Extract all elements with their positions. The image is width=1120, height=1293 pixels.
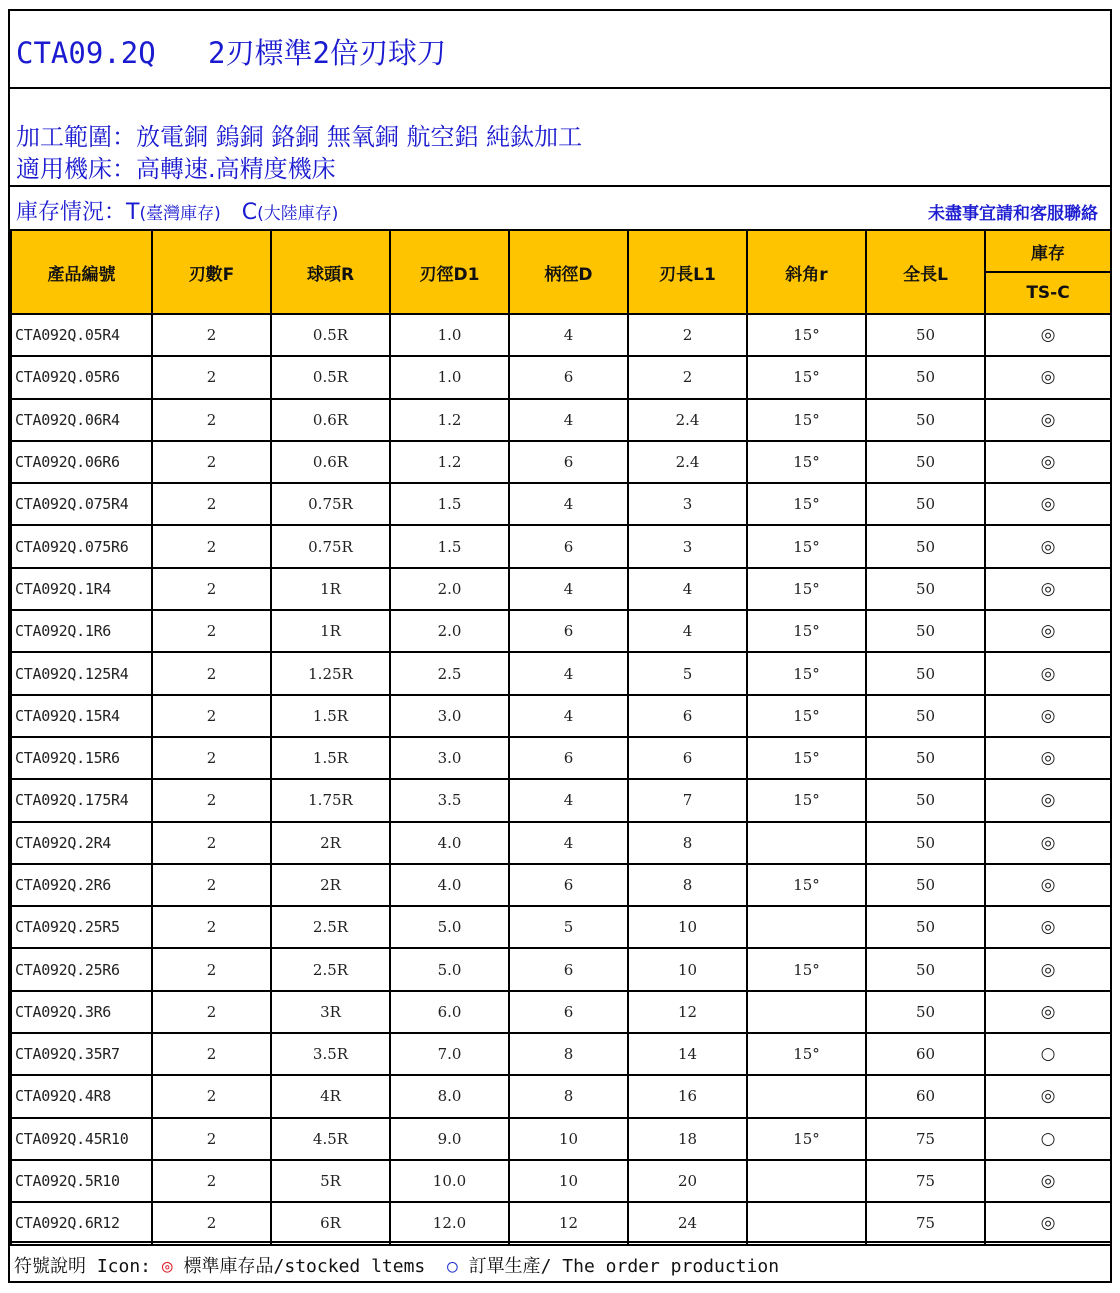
- cell-shank-diameter: 6: [509, 525, 628, 567]
- cell-flutes: 2: [152, 483, 271, 525]
- table-row: [11, 399, 1111, 441]
- cell-overall-length: 50: [866, 483, 985, 525]
- cell-overall-length: 75: [866, 1202, 985, 1244]
- cell-angle: 15°: [747, 483, 866, 525]
- table-row: [11, 483, 1111, 525]
- cell-overall-length: 50: [866, 948, 985, 990]
- cell-ball-radius: 4R: [271, 1075, 390, 1117]
- cell-flute-length: 8: [628, 822, 747, 864]
- cell-flutes: 2: [152, 1033, 271, 1075]
- cell-angle: 15°: [747, 737, 866, 779]
- cell-flute-length: 14: [628, 1033, 747, 1075]
- cell-overall-length: 50: [866, 441, 985, 483]
- legend-order-text: 訂單生產/ The order production: [457, 1256, 780, 1277]
- table-row: [11, 568, 1111, 610]
- cell-code: CTA092Q.15R6: [11, 737, 152, 779]
- stock-mark-icon: ○: [985, 1033, 1111, 1075]
- cell-cutting-diameter: 1.0: [390, 356, 509, 398]
- cell-cutting-diameter: 9.0: [390, 1118, 509, 1160]
- cell-cutting-diameter: 8.0: [390, 1075, 509, 1117]
- cell-flute-length: 16: [628, 1075, 747, 1117]
- header-overall-length: 全長L: [866, 230, 985, 314]
- cell-flutes: 2: [152, 525, 271, 567]
- cell-cutting-diameter: 4.0: [390, 864, 509, 906]
- cell-ball-radius: 1.5R: [271, 737, 390, 779]
- cell-cutting-diameter: 3.0: [390, 737, 509, 779]
- cell-cutting-diameter: 2.0: [390, 610, 509, 652]
- stock-mark-icon: ◎: [985, 399, 1111, 441]
- header-cutting-diameter: 刃徑D1: [390, 230, 509, 314]
- stock-c-code: C: [241, 200, 258, 225]
- cell-code: CTA092Q.2R4: [11, 822, 152, 864]
- cell-overall-length: 50: [866, 399, 985, 441]
- cell-shank-diameter: 4: [509, 568, 628, 610]
- stock-mark-icon: ◎: [985, 906, 1111, 948]
- cell-ball-radius: 2R: [271, 822, 390, 864]
- cell-code: CTA092Q.15R4: [11, 695, 152, 737]
- stock-status-row: [10, 187, 1110, 229]
- cell-shank-diameter: 8: [509, 1033, 628, 1075]
- cell-overall-length: 50: [866, 822, 985, 864]
- cell-overall-length: 50: [866, 314, 985, 356]
- cell-overall-length: 60: [866, 1075, 985, 1117]
- table-row: [11, 737, 1111, 779]
- stock-mark-icon: ◎: [985, 695, 1111, 737]
- stock-mark-icon: ◎: [985, 314, 1111, 356]
- stock-t-code: T: [126, 200, 140, 225]
- cell-ball-radius: 6R: [271, 1202, 390, 1244]
- legend-stocked-text: 標準庫存品/stocked ltems: [172, 1256, 447, 1277]
- table-row: [11, 779, 1111, 821]
- cell-code: CTA092Q.1R6: [11, 610, 152, 652]
- cell-ball-radius: 0.6R: [271, 399, 390, 441]
- cell-angle: [747, 1202, 866, 1244]
- cell-flutes: 2: [152, 695, 271, 737]
- cell-flute-length: 6: [628, 737, 747, 779]
- stock-c-label: (大陸庫存): [257, 204, 339, 224]
- stock-mark-icon: ◎: [985, 568, 1111, 610]
- cell-overall-length: 75: [866, 1118, 985, 1160]
- stock-status-label: 庫存情況：: [16, 200, 127, 225]
- table-row: [11, 695, 1111, 737]
- stock-mark-icon: ◎: [985, 822, 1111, 864]
- cell-overall-length: 50: [866, 737, 985, 779]
- cell-shank-diameter: 10: [509, 1118, 628, 1160]
- cell-flute-length: 10: [628, 906, 747, 948]
- cell-flute-length: 2.4: [628, 399, 747, 441]
- legend-prefix: 符號說明 Icon:: [14, 1256, 162, 1277]
- cell-flute-length: 3: [628, 525, 747, 567]
- cell-overall-length: 50: [866, 525, 985, 567]
- cell-ball-radius: 1.75R: [271, 779, 390, 821]
- cell-cutting-diameter: 4.0: [390, 822, 509, 864]
- cell-angle: 15°: [747, 695, 866, 737]
- cell-overall-length: 50: [866, 568, 985, 610]
- cell-code: CTA092Q.175R4: [11, 779, 152, 821]
- stock-mark-icon: ◎: [985, 1160, 1111, 1202]
- cell-code: CTA092Q.075R6: [11, 525, 152, 567]
- cell-flutes: 2: [152, 864, 271, 906]
- cell-cutting-diameter: 2.5: [390, 652, 509, 694]
- cell-ball-radius: 0.5R: [271, 314, 390, 356]
- header-stock-sub: TS-C: [985, 272, 1111, 314]
- cell-angle: 15°: [747, 568, 866, 610]
- cell-code: CTA092Q.06R4: [11, 399, 152, 441]
- cell-shank-diameter: 10: [509, 1160, 628, 1202]
- table-row: [11, 525, 1111, 567]
- cell-code: CTA092Q.06R6: [11, 441, 152, 483]
- legend-row: [10, 1241, 1110, 1281]
- cell-angle: 15°: [747, 356, 866, 398]
- cell-code: CTA092Q.25R5: [11, 906, 152, 948]
- cell-overall-length: 60: [866, 1033, 985, 1075]
- cell-shank-diameter: 6: [509, 991, 628, 1033]
- cell-flutes: 2: [152, 906, 271, 948]
- cell-shank-diameter: 4: [509, 652, 628, 694]
- contact-note: 未盡事宜請和客服聯絡: [928, 204, 1098, 224]
- cell-angle: [747, 1075, 866, 1117]
- legend: [14, 1252, 779, 1278]
- product-sheet: [8, 9, 1112, 1283]
- cell-flute-length: 2: [628, 314, 747, 356]
- cell-cutting-diameter: 1.5: [390, 483, 509, 525]
- cell-cutting-diameter: 3.5: [390, 779, 509, 821]
- table-body: [11, 314, 1111, 1245]
- cell-flutes: 2: [152, 779, 271, 821]
- cell-shank-diameter: 12: [509, 1202, 628, 1244]
- cell-flutes: 2: [152, 568, 271, 610]
- table-row: [11, 652, 1111, 694]
- stock-mark-icon: ◎: [985, 1202, 1111, 1244]
- cell-cutting-diameter: 5.0: [390, 948, 509, 990]
- cell-flutes: 2: [152, 314, 271, 356]
- cell-flute-length: 6: [628, 695, 747, 737]
- cell-angle: 15°: [747, 610, 866, 652]
- table-header-row: [11, 230, 1111, 272]
- cell-flute-length: 5: [628, 652, 747, 694]
- cell-ball-radius: 2R: [271, 864, 390, 906]
- cell-flute-length: 8: [628, 864, 747, 906]
- cell-shank-diameter: 4: [509, 314, 628, 356]
- cell-angle: 15°: [747, 525, 866, 567]
- stock-mark-icon: ◎: [985, 610, 1111, 652]
- stock-mark-icon: ○: [985, 1118, 1111, 1160]
- cell-code: CTA092Q.4R8: [11, 1075, 152, 1117]
- cell-flute-length: 10: [628, 948, 747, 990]
- cell-ball-radius: 3.5R: [271, 1033, 390, 1075]
- header-code: 產品編號: [11, 230, 152, 314]
- cell-shank-diameter: 8: [509, 1075, 628, 1117]
- stock-mark-icon: ◎: [985, 1075, 1111, 1117]
- cell-flutes: 2: [152, 441, 271, 483]
- header-ball-radius: 球頭R: [271, 230, 390, 314]
- cell-flutes: 2: [152, 1202, 271, 1244]
- cell-code: CTA092Q.5R10: [11, 1160, 152, 1202]
- cell-flutes: 2: [152, 399, 271, 441]
- cell-overall-length: 50: [866, 652, 985, 694]
- header-angle: 斜角r: [747, 230, 866, 314]
- cell-code: CTA092Q.2R6: [11, 864, 152, 906]
- cell-ball-radius: 0.5R: [271, 356, 390, 398]
- cell-shank-diameter: 4: [509, 779, 628, 821]
- cell-cutting-diameter: 6.0: [390, 991, 509, 1033]
- cell-ball-radius: 1R: [271, 568, 390, 610]
- cell-angle: [747, 822, 866, 864]
- cell-shank-diameter: 6: [509, 737, 628, 779]
- cell-shank-diameter: 4: [509, 399, 628, 441]
- cell-overall-length: 50: [866, 695, 985, 737]
- cell-angle: 15°: [747, 314, 866, 356]
- cell-ball-radius: 2.5R: [271, 948, 390, 990]
- cell-angle: 15°: [747, 1118, 866, 1160]
- cell-flutes: 2: [152, 1160, 271, 1202]
- stock-mark-icon: ◎: [985, 991, 1111, 1033]
- cell-overall-length: 50: [866, 991, 985, 1033]
- cell-ball-radius: 1.5R: [271, 695, 390, 737]
- cell-ball-radius: 0.6R: [271, 441, 390, 483]
- stock-mark-icon: ◎: [985, 948, 1111, 990]
- cell-flutes: 2: [152, 948, 271, 990]
- cell-flutes: 2: [152, 1075, 271, 1117]
- cell-cutting-diameter: 2.0: [390, 568, 509, 610]
- table-row: [11, 991, 1111, 1033]
- cell-flute-length: 24: [628, 1202, 747, 1244]
- table-row: [11, 906, 1111, 948]
- cell-code: CTA092Q.35R7: [11, 1033, 152, 1075]
- cell-shank-diameter: 6: [509, 864, 628, 906]
- table-row: [11, 1118, 1111, 1160]
- cell-angle: 15°: [747, 652, 866, 694]
- cell-shank-diameter: 6: [509, 441, 628, 483]
- cell-overall-length: 50: [866, 906, 985, 948]
- cell-shank-diameter: 6: [509, 948, 628, 990]
- cell-shank-diameter: 4: [509, 822, 628, 864]
- cell-cutting-diameter: 10.0: [390, 1160, 509, 1202]
- cell-ball-radius: 0.75R: [271, 525, 390, 567]
- cell-ball-radius: 1R: [271, 610, 390, 652]
- stock-t-label: (臺灣庫存): [139, 204, 221, 224]
- cell-flute-length: 18: [628, 1118, 747, 1160]
- cell-overall-length: 50: [866, 779, 985, 821]
- cell-angle: [747, 1160, 866, 1202]
- cell-angle: 15°: [747, 441, 866, 483]
- cell-flutes: 2: [152, 822, 271, 864]
- cell-code: CTA092Q.075R4: [11, 483, 152, 525]
- cell-code: CTA092Q.05R6: [11, 356, 152, 398]
- cell-overall-length: 50: [866, 356, 985, 398]
- header-flute-length: 刃長L1: [628, 230, 747, 314]
- cell-flutes: 2: [152, 356, 271, 398]
- stock-status: [16, 195, 338, 226]
- cell-angle: 15°: [747, 399, 866, 441]
- table-row: [11, 1033, 1111, 1075]
- stock-mark-icon: ◎: [985, 779, 1111, 821]
- cell-flutes: 2: [152, 1118, 271, 1160]
- cell-shank-diameter: 4: [509, 483, 628, 525]
- stock-mark-icon: ◎: [985, 441, 1111, 483]
- cell-cutting-diameter: 3.0: [390, 695, 509, 737]
- title-bar: [10, 11, 1110, 89]
- table-row: [11, 864, 1111, 906]
- cell-overall-length: 50: [866, 864, 985, 906]
- product-table: [10, 229, 1112, 1246]
- cell-flutes: 2: [152, 610, 271, 652]
- table-row: [11, 1202, 1111, 1244]
- cell-flute-length: 4: [628, 610, 747, 652]
- cell-flute-length: 4: [628, 568, 747, 610]
- cell-cutting-diameter: 1.2: [390, 399, 509, 441]
- cell-ball-radius: 4.5R: [271, 1118, 390, 1160]
- cell-code: CTA092Q.45R10: [11, 1118, 152, 1160]
- cell-flutes: 2: [152, 737, 271, 779]
- cell-shank-diameter: 4: [509, 695, 628, 737]
- cell-code: CTA092Q.1R4: [11, 568, 152, 610]
- cell-code: CTA092Q.05R4: [11, 314, 152, 356]
- table-row: [11, 1075, 1111, 1117]
- table-row: [11, 441, 1111, 483]
- cell-angle: 15°: [747, 1033, 866, 1075]
- cell-angle: 15°: [747, 948, 866, 990]
- header-stock: 庫存: [985, 230, 1111, 272]
- header-shank-diameter: 柄徑D: [509, 230, 628, 314]
- cell-angle: 15°: [747, 864, 866, 906]
- cell-ball-radius: 0.75R: [271, 483, 390, 525]
- applicable-machines: 適用機床：高轉速.高精度機床: [16, 155, 336, 183]
- cell-flutes: 2: [152, 652, 271, 694]
- cell-flute-length: 7: [628, 779, 747, 821]
- cell-ball-radius: 3R: [271, 991, 390, 1033]
- stock-mark-icon: ◎: [985, 525, 1111, 567]
- cell-flute-length: 2: [628, 356, 747, 398]
- info-block: [10, 89, 1110, 187]
- cell-shank-diameter: 6: [509, 610, 628, 652]
- stock-mark-icon: ◎: [985, 737, 1111, 779]
- cell-flute-length: 2.4: [628, 441, 747, 483]
- cell-overall-length: 50: [866, 610, 985, 652]
- table-row: [11, 822, 1111, 864]
- stock-mark-icon: ◎: [985, 483, 1111, 525]
- cell-flute-length: 3: [628, 483, 747, 525]
- table-row: [11, 314, 1111, 356]
- cell-code: CTA092Q.125R4: [11, 652, 152, 694]
- stock-mark-icon: ◎: [985, 356, 1111, 398]
- cell-code: CTA092Q.3R6: [11, 991, 152, 1033]
- cell-cutting-diameter: 1.5: [390, 525, 509, 567]
- machining-range: 加工範圍：放電銅 鎢銅 鉻銅 無氧銅 航空鋁 純鈦加工: [16, 123, 583, 151]
- cell-cutting-diameter: 12.0: [390, 1202, 509, 1244]
- cell-cutting-diameter: 1.2: [390, 441, 509, 483]
- header-flutes: 刃數F: [152, 230, 271, 314]
- cell-code: CTA092Q.6R12: [11, 1202, 152, 1244]
- order-symbol-icon: ○: [446, 1256, 458, 1277]
- cell-ball-radius: 1.25R: [271, 652, 390, 694]
- cell-flute-length: 12: [628, 991, 747, 1033]
- stocked-symbol-icon: ◎: [161, 1256, 173, 1277]
- cell-cutting-diameter: 1.0: [390, 314, 509, 356]
- page-title: CTA09.2Q 2刃標準2倍刃球刀: [16, 36, 446, 70]
- cell-shank-diameter: 6: [509, 356, 628, 398]
- cell-shank-diameter: 5: [509, 906, 628, 948]
- table-row: [11, 610, 1111, 652]
- cell-ball-radius: 2.5R: [271, 906, 390, 948]
- cell-angle: [747, 991, 866, 1033]
- cell-cutting-diameter: 7.0: [390, 1033, 509, 1075]
- cell-overall-length: 75: [866, 1160, 985, 1202]
- cell-flute-length: 20: [628, 1160, 747, 1202]
- stock-mark-icon: ◎: [985, 864, 1111, 906]
- stock-mark-icon: ◎: [985, 652, 1111, 694]
- table-row: [11, 1160, 1111, 1202]
- cell-cutting-diameter: 5.0: [390, 906, 509, 948]
- cell-angle: 15°: [747, 779, 866, 821]
- cell-code: CTA092Q.25R6: [11, 948, 152, 990]
- table-row: [11, 356, 1111, 398]
- cell-angle: [747, 906, 866, 948]
- cell-flutes: 2: [152, 991, 271, 1033]
- table-row: [11, 948, 1111, 990]
- cell-ball-radius: 5R: [271, 1160, 390, 1202]
